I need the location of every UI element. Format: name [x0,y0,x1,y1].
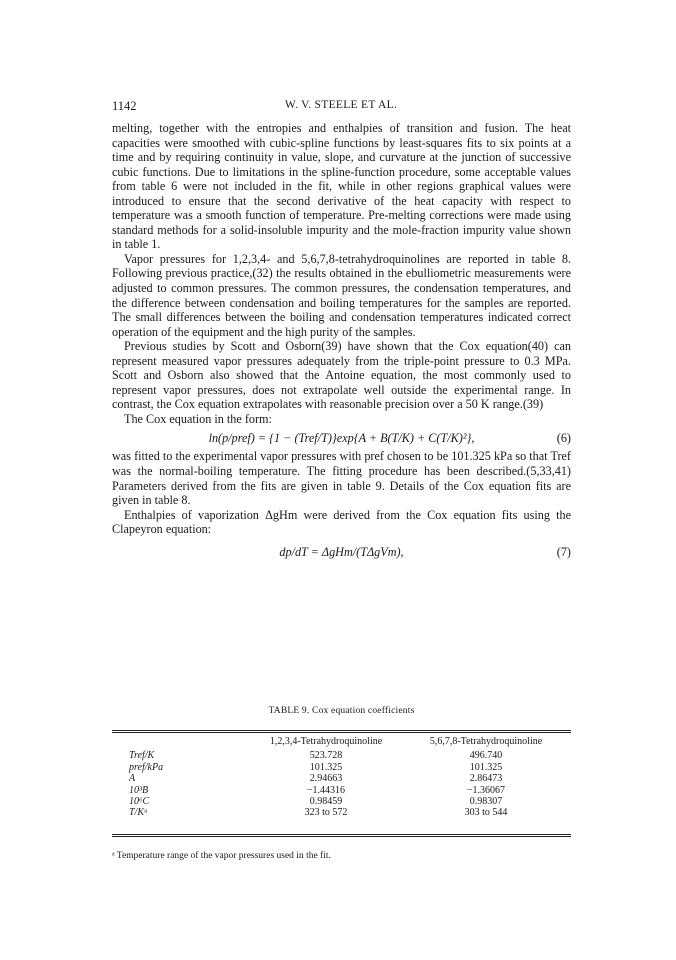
table-cell: 523.728 [309,750,343,762]
table-row [112,750,571,761]
table-row [112,762,571,773]
table-cell: −1.44316 [306,784,346,796]
equation-number: (7) [556,544,571,559]
paragraph: melting, together with the entropies and enthalpies of transition and fusion. The heat capacities were smoothed with cubic-spline functions by least-squares fits to six points at a time and by requiring continuity in value, slope, and curvature at the junction of successive cubic functions. Due to limitations in the spline-function procedure, some acceptable values from table 6 were not included in the fit, while in other regions graphical values were introduced to ensure that the second derivative of the heat capacity with respect to temperature was a smooth function of temperature. Pre-melting corrections were made using standard methods for a solid-insoluble impurity and the mole-fraction impurity value shown in table 1. [112,121,571,252]
equation-7 [112,542,571,562]
table-row [112,807,571,818]
table-header-cell: 1,2,3,4-Tetrahydroquinoline [269,736,383,747]
table-cell: 101.325 [309,761,343,773]
paragraph: The Cox equation in the form: [124,411,272,426]
table-top-rule [112,730,571,731]
paragraph: Previous studies by Scott and Osborn(39) have shown that the Cox equation(40) can represent measured vapor pressures adequately from the triple-point pressure to 0.3 MPa. Scott and Osborn also showed that the Antoine equation, the most commonly used to represent vapor pressures, does not extrapolate well outside the experimental range. In contrast, the Cox equation extrapolates with reasonable precision over a 50 K range.(39) [112,339,571,412]
running-head: W. V. STEELE ET AL. [284,99,398,111]
table-header-cell: 5,6,7,8-Tetrahydroquinoline [429,736,543,747]
paragraph: was fitted to the experimental vapor pressures with pref chosen to be 101.325 kPa so that Tref was the normal-boiling temperature. The fitting procedure has been described.(5,33,41) Parameters derived from the fits are given in table 9. Details of the Cox equation fits are given in table 8. [112,449,571,508]
equation-number: (6) [556,431,571,446]
table-header-cell [112,736,251,750]
equation-expression: dp/dT = ΔgHm/(TΔgVm), [279,544,404,559]
page-number: 1142 [112,99,137,113]
table-bottom-rule [112,836,571,837]
table-footnote: ᵃ Temperature range of the vapor pressures used in the fit. [112,851,331,861]
table-top-rule [112,732,571,733]
table-cell: 0.98307 [469,796,503,808]
table-bottom-rule [112,834,571,835]
table-header-row [112,736,571,750]
table-cell-param: 10³B [129,784,149,796]
table-cell-param: Tref/K [129,750,155,762]
equation-6 [112,428,571,448]
table-row [112,796,571,807]
table-cell: 496.740 [469,750,503,762]
table-cell: 2.94663 [309,773,343,785]
paragraph: Enthalpies of vaporization ΔgHm were derived from the Cox equation fits using the Clapeyron equation: [112,507,571,537]
table-cell-param: 10⁶C [129,796,150,808]
table-caption: TABLE 9. Cox equation coefficients [268,706,415,716]
equation-expression: ln(p/pref) = {1 − (Tref/T)}exp{A + B(T/K) + C(T/K)²}, [208,431,475,446]
paragraph: Vapor pressures for 1,2,3,4- and 5,6,7,8-tetrahydroquinolines are reported in table 8. Following previous practice,(32) the results obtained in the ebulliometric measurements were adjusted to common pressures. The common pressures, the condensation temperatures, and the difference between condensation and boiling temperatures for the samples are reported. The small differences between the boiling and condensation temperatures indicated correct operation of the equipment and the high purity of the samples. [112,251,571,339]
table-cell: 0.98459 [309,796,343,808]
table-cell-param: A [129,773,136,785]
table-cell: 303 to 544 [464,807,508,819]
table-cell: 2.86473 [469,773,503,785]
body-text [112,121,571,563]
cox-coefficients-table [112,736,571,819]
table-cell-param: T/Kᵃ [129,807,148,819]
table-cell: 323 to 572 [304,807,348,819]
table-cell: 101.325 [469,761,503,773]
page-header [112,99,570,117]
table-row [112,773,571,784]
table-cell-param: pref/kPa [129,761,164,773]
table-row [112,785,571,796]
table-cell: −1.36067 [466,784,506,796]
